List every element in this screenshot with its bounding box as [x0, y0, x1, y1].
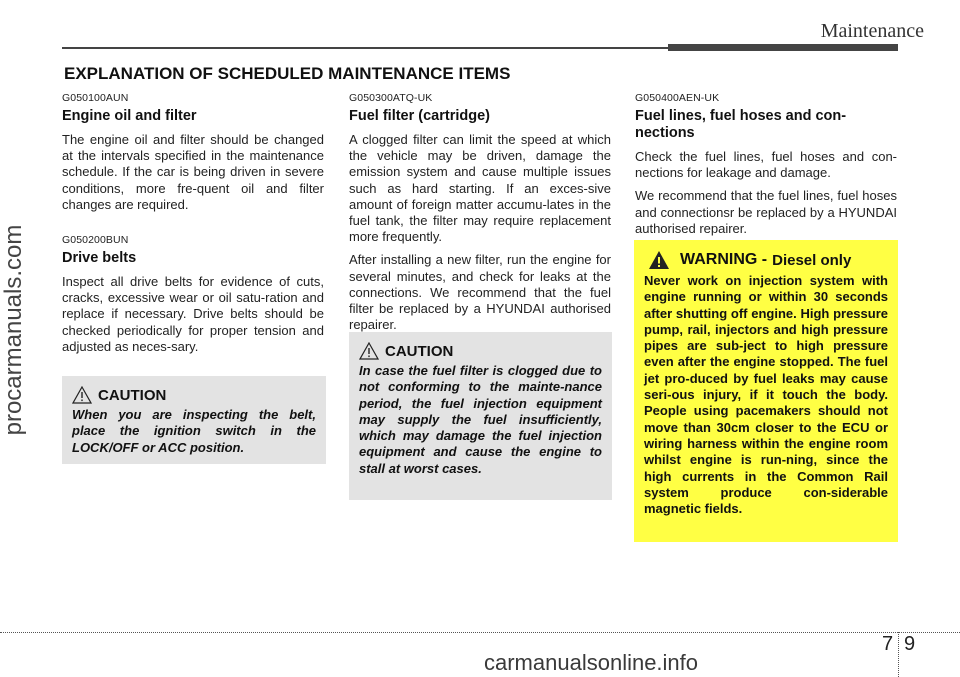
footer-rule [0, 632, 960, 633]
caution-box-belts [62, 376, 326, 464]
warning-label: WARNING - [680, 251, 768, 268]
caution-label: CAUTION [98, 386, 167, 404]
bottom-watermark: carmanualsonline.info [484, 650, 699, 675]
caution-triangle-icon [72, 386, 92, 404]
fuel-filter-section [349, 92, 611, 333]
caution-text: In case the fuel filter is clogged due to not conforming to the mainte-nance period, the fuel injection equipment may supply the fuel insufficiently, which may damage the fuel injection equipment and cause the engine to stall at worst cases. [359, 363, 602, 476]
caution-label: CAUTION [385, 342, 454, 360]
side-watermark: procarmanuals.com [0, 224, 27, 436]
warning-sublabel: Diesel only [772, 251, 852, 269]
column-1 [62, 92, 324, 362]
warning-box-diesel [634, 240, 898, 542]
section-heading: Drive belts [62, 250, 137, 267]
header-accent-bar [668, 44, 898, 51]
section-code: G050100AUN [62, 92, 129, 104]
section-heading: Engine oil and filter [62, 108, 197, 124]
warning-text: Never work on injection system with engine running or within 30 seconds after shutting off engine. High pressure pump, rail, injectors and high pressure pipes are sub-ject to high pressure even after the engine stopped. The fuel jet pro-duced by fuel leaks may cause seri-ous injury, if it touch the body. People using pacemakers should not move than 30cm closer to the ECU or wiring harness within the engine room whilst engine is run-ning, since the high currents in the Common Rail system produce con-siderable magnetic fields. [644, 273, 888, 517]
column-2 [349, 92, 611, 340]
section-code: G050200BUN [62, 234, 129, 247]
header-title: Maintenance [820, 20, 924, 42]
body-paragraph: After installing a new filter, run the engine for several minutes, and check for leaks at the connections. We recommend that the fuel filter be replaced by a HYUNDAI authorised repairer. [349, 252, 611, 333]
page-number-divider [898, 632, 899, 677]
caution-text: When you are inspecting the belt, place the ignition switch in the LOCK/OFF or ACC position. [72, 407, 316, 455]
section-code: G050400AEN-UK [635, 92, 720, 104]
body-paragraph: The engine oil and filter should be changed at the intervals specified in the maintenance schedule. If the car is being driven in severe conditions, more fre-quent oil and filter changes are required. [62, 132, 324, 212]
chapter-number: 7 [882, 633, 894, 655]
section-heading: Fuel lines, fuel hoses and con-nections [635, 108, 847, 141]
page-number: 9 [904, 633, 916, 655]
warning-triangle-icon [648, 250, 670, 270]
body-paragraph: We recommend that the fuel lines, fuel hoses and connectionsr be replaced by a HYUNDAI authorised repairer. [635, 188, 897, 236]
body-paragraph: Inspect all drive belts for evidence of cuts, cracks, excessive wear or oil satu-ration and replace if necessary. Drive belts should be checked periodically for proper tension and adjusted as neces-sary. [62, 274, 324, 354]
caution-box-fuel-filter [349, 332, 612, 500]
drive-belts-section [62, 234, 324, 355]
engine-oil-section [62, 92, 324, 213]
body-paragraph: Check the fuel lines, fuel hoses and con-nections for leakage and damage. [635, 149, 897, 181]
section-code: G050300ATQ-UK [349, 92, 433, 104]
section-heading: Fuel filter (cartridge) [349, 108, 490, 124]
body-paragraph: A clogged filter can limit the speed at which the vehicle may be driven, damage the emission system and cause multiple issues such as hard starting. If an exces-sive amount of foreign matter accumu-lates in the fuel tank, the filter may require replacement more frequently. [349, 132, 611, 245]
caution-triangle-icon [359, 342, 379, 360]
section-title: EXPLANATION OF SCHEDULED MAINTENANCE ITEMS [64, 64, 511, 83]
fuel-lines-section [635, 92, 897, 237]
column-3 [635, 92, 897, 244]
